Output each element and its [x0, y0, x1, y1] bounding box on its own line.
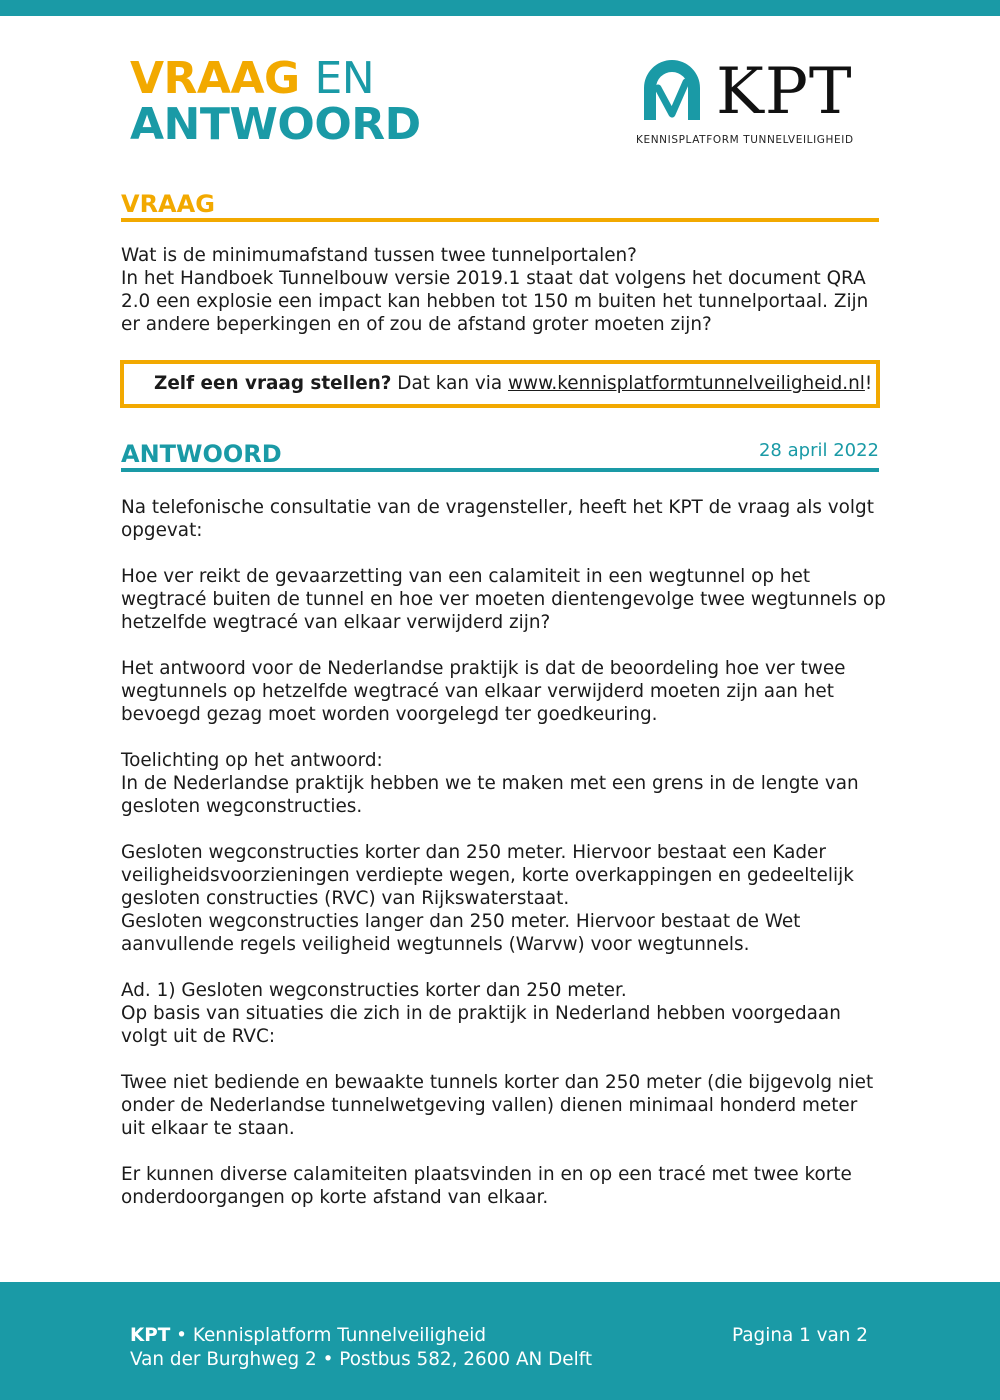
- page-number: Pagina 1 van 2: [732, 1325, 868, 1346]
- callout-strong: Zelf een vraag stellen?: [154, 373, 392, 394]
- question-line: Wat is de minimumafstand tussen twee tunnelportalen?: [121, 245, 637, 266]
- answer-paragraph: Het antwoord voor de Nederlandse praktijk is dat de beoordeling hoe ver twee wegtunnels op hetzelfde wegtracé van elkaar verwijderd moeten zijn aan het bevoegd gezag moet worden voorgelegd ter goedkeuring.: [121, 658, 846, 725]
- answer-paragraph: Toelichting op het antwoord:: [121, 750, 383, 771]
- ask-question-callout: [120, 360, 880, 408]
- question-line: In het Handboek Tunnelbouw versie 2019.1 staat dat volgens het document QRA 2.0 een explosie een impact kan hebben tot 150 m buiten het tunnelportaal. Zijn er andere beperkingen en of zou de afstand groter moeten zijn?: [121, 268, 869, 335]
- answer-paragraph: In de Nederlandse praktijk hebben we te maken met een grens in de lengte van gesloten wegconstructies.: [121, 773, 859, 817]
- kpt-logo-mark-icon: [636, 58, 708, 126]
- kpt-website-link[interactable]: www.kennisplatformtunnelveiligheid.nl: [508, 373, 865, 394]
- answer-paragraph: Gesloten wegconstructies langer dan 250 meter. Hiervoor bestaat de Wet aanvullende regels veiligheid wegtunnels (Warvw) voor wegtunnels.: [121, 911, 801, 955]
- kpt-logo: [636, 55, 876, 148]
- answer-date: 28 april 2022: [758, 440, 879, 461]
- title-word-antwoord: ANTWOORD: [130, 99, 421, 150]
- answer-paragraph: Na telefonische consultatie van de vragensteller, heeft het KPT de vraag als volgt opgevat:: [121, 497, 874, 541]
- answer-paragraph: Twee niet bediende en bewaakte tunnels korter dan 250 meter (die bijgevolg niet onder de Nederlandse tunnelwetgeving vallen) dienen minimaal honderd meter uit elkaar te staan.: [121, 1072, 874, 1139]
- question-body: [121, 244, 886, 336]
- kpt-logo-text: KPT: [716, 55, 853, 129]
- answer-paragraph: Op basis van situaties die zich in de praktijk in Nederland hebben voorgedaan volgt uit de RVC:: [121, 1003, 841, 1047]
- answer-paragraph: Gesloten wegconstructies korter dan 250 meter. Hiervoor bestaat een Kader veiligheidsvoorzieningen verdiepte wegen, korte overkappingen en gedeeltelijk gesloten constructies (RVC) van Rijkswaterstaat.: [121, 842, 854, 909]
- footer-contact: [130, 1324, 592, 1372]
- footer-brand: KPT: [130, 1325, 171, 1346]
- kpt-logo-subtitle: KENNISPLATFORM TUNNELVEILIGHEID: [636, 134, 854, 146]
- question-heading-text: VRAAG: [121, 190, 215, 218]
- answer-heading: [121, 440, 879, 472]
- question-heading: [121, 190, 879, 222]
- answer-paragraph: Er kunnen diverse calamiteiten plaatsvinden in en op een tracé met twee korte onderdoorgangen op korte afstand van elkaar.: [121, 1164, 852, 1208]
- answer-paragraph: Ad. 1) Gesloten wegconstructies korter dan 250 meter.: [121, 980, 627, 1001]
- callout-text: Dat kan via: [391, 373, 508, 394]
- footer-org: • Kennisplatform Tunnelveiligheid: [170, 1325, 487, 1346]
- footer-address: Van der Burghweg 2 • Postbus 582, 2600 AN Delft: [130, 1349, 593, 1370]
- answer-paragraph: Hoe ver reikt de gevaarzetting van een calamiteit in een wegtunnel op het wegtracé buiten de tunnel en hoe ver moeten dientengevolge twee wegtunnels op hetzelfde wegtracé van elkaar verwijderd zijn?: [121, 566, 886, 633]
- answer-heading-text: ANTWOORD: [121, 440, 282, 468]
- answer-body: [121, 496, 886, 1209]
- document-title: [130, 53, 421, 150]
- title-word-en: EN: [314, 53, 375, 104]
- top-accent-bar: [0, 0, 1000, 16]
- title-word-vraag: VRAAG: [130, 53, 300, 104]
- page-footer: [0, 1282, 1000, 1400]
- callout-end: !: [864, 373, 873, 394]
